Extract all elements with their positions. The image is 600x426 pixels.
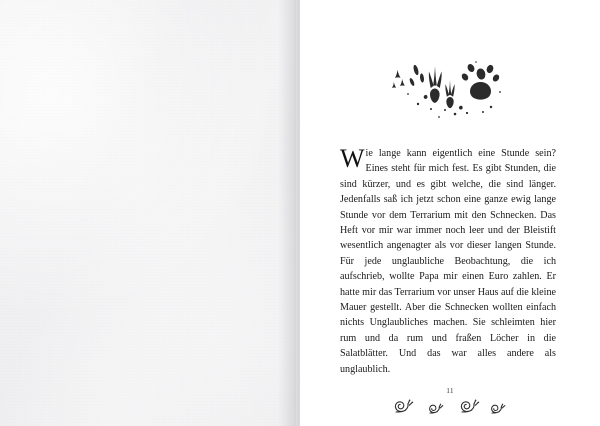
page-number: 11 [446,386,454,395]
animal-tracks-and-paw-prints-ornament [388,44,508,130]
right-page [300,0,600,426]
gutter-shadow [278,0,300,426]
paper-texture [0,0,296,426]
three-snails-ornament [388,392,512,418]
body-text-block [340,146,556,377]
drop-cap: W [340,144,365,173]
left-page [0,0,296,426]
body-paragraph [340,146,556,377]
body-paragraph-text: ie lange kann eigentlich eine Stunde sein? Eines steht für mich fest. Es gibt Stunden, die sind kürzer, und es gibt welche, die sind länger. Jedenfalls saß ich jetzt schon eine ganze ewig lange Stunde vor dem Terrarium mit den Schnecken. Das Heft vor mir war immer noch leer und der Bleistift wesentlich angenagter als vor dieser langen Stunde. Für jede unglaubliche Beobachtung, die ich aufschrieb, wollte Papa mir einen Euro zahlen. Er hatte mir das Terrarium vor unser Haus auf die kleine Mauer gestellt. Aber die Schnecken wollten einfach nichts Unglaubliches machen. Sie schleimten hier rum und da rum und fraßen Löcher in die Salatblätter. Und das war alles andere als unglaublich. [340,148,556,375]
